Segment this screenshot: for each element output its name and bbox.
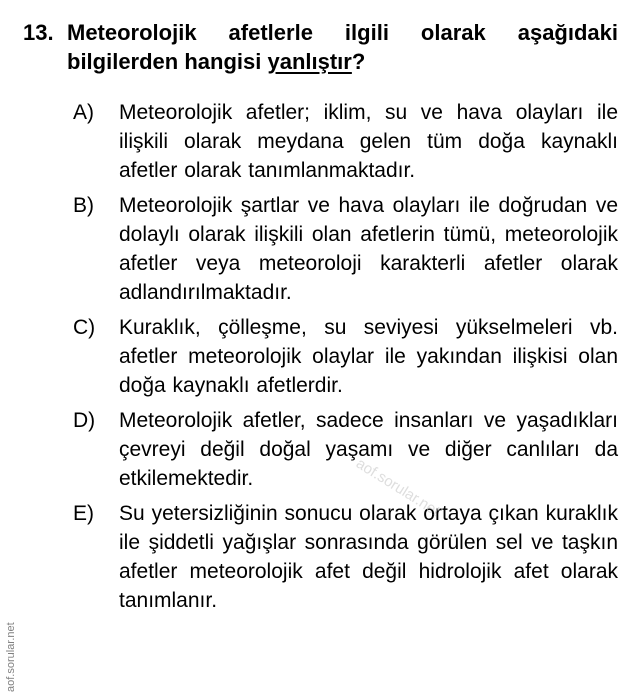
question-number: 13. [23,20,54,45]
option-text: Kuraklık, çölleşme, su seviyesi yükselmeleri vb. afetler meteorolojik olaylar ile yakından ilişkisi olan doğa kaynaklı afetlerdir. [119,316,618,397]
answer-options [73,98,618,621]
question-text-start: Meteorolojik afetlerle ilgili olarak aşağıdaki bilgilerden hangisi [67,20,618,74]
option-letter: B) [73,194,94,217]
watermark: aof.sorular.net [352,455,443,520]
option-text: Meteorolojik şartlar ve hava olayları ile doğrudan ve dolaylı olarak ilişkili olan afetlerin tümü, meteorolojik afetler veya meteoroloji karakterli afetler olarak adlandırılmaktadır. [119,194,618,304]
option-letter: D) [73,409,96,432]
option-letter: A) [73,101,94,124]
option-a[interactable] [73,98,618,185]
option-text: Meteorolojik afetler, sadece insanları ve yaşadıkları çevreyi değil doğal yaşamı ve diğer canlıları da etkilemektedir. [119,409,618,490]
option-letter: C) [73,316,96,339]
option-letter: E) [73,502,94,525]
source-side-label: aof.sorular.net [5,622,17,692]
question-text-end: ? [351,49,366,74]
option-d[interactable] [73,406,618,493]
option-b[interactable] [73,191,618,307]
option-text: Su yetersizliğinin sonucu olarak ortaya çıkan kuraklık ile şiddetli yağışlar sonrasında görülen sel ve taşkın afetler meteorolojik afet değil hidrolojik afet olarak tanımlanır. [119,502,618,612]
question-text [67,18,618,76]
option-text: Meteorolojik afetler; iklim, su ve hava olayları ile ilişkili olarak meydana gelen tüm doğa kaynaklı afetler olarak tanımlanmaktadır. [119,101,618,182]
option-c[interactable] [73,313,618,400]
question-emphasis: yanlıştır [267,49,352,74]
option-e[interactable] [73,499,618,615]
